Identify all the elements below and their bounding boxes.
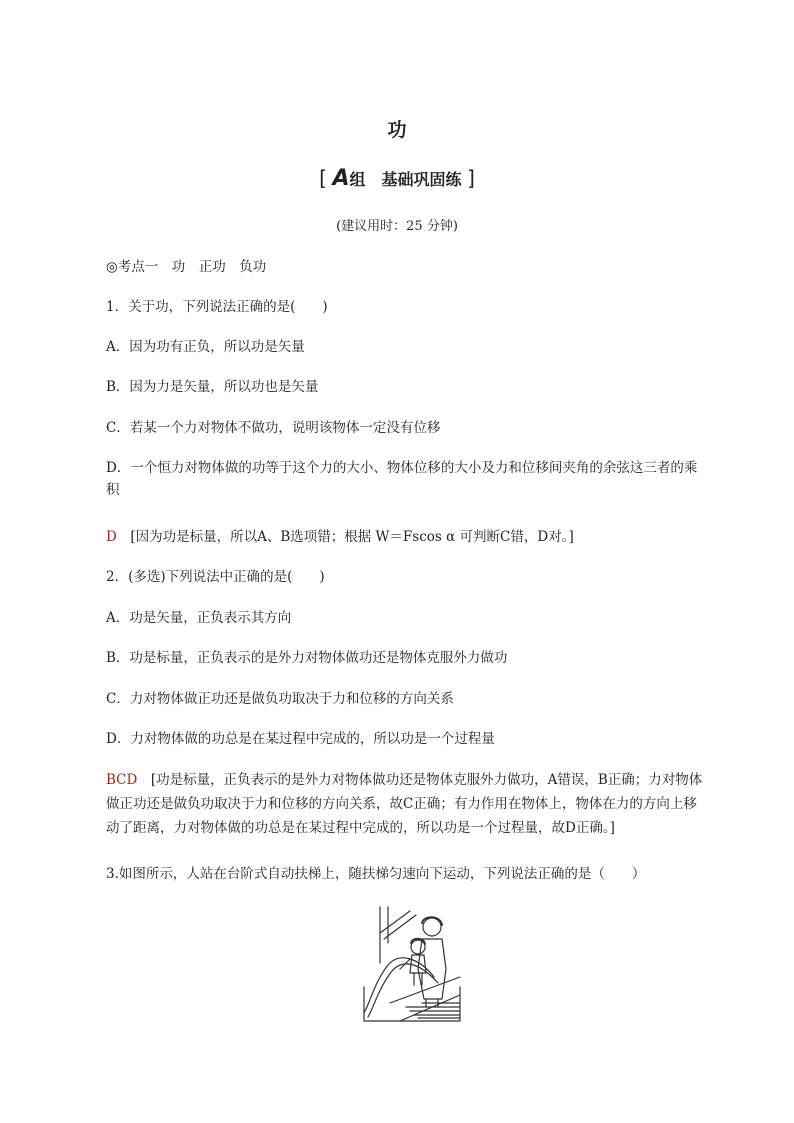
q2-option-d: D．力对物体做的功总是在某过程中完成的，所以功是一个过程量 xyxy=(106,731,495,747)
q1-solution xyxy=(106,527,574,547)
q1-explanation: [因为功是标量，所以A、B选项错；根据 W＝Fscos α 可判断C错，D对。] xyxy=(116,529,574,545)
q2-option-a: A．功是矢量，正负表示其方向 xyxy=(106,610,292,626)
q2-solution xyxy=(106,768,704,840)
group-letter: A xyxy=(332,166,350,191)
q2-option-b: B．功是标量，正负表示的是外力对物体做功还是物体克服外力做功 xyxy=(106,650,508,666)
q1-option-a: A．因为功有正负，所以功是矢量 xyxy=(106,339,305,355)
escalator-illustration-icon xyxy=(360,903,466,1027)
group-heading xyxy=(0,166,794,191)
group-bracket-close: ] xyxy=(467,166,475,190)
page-title: 功 xyxy=(387,119,407,141)
q2-explanation: [功是标量，正负表示的是外力对物体做功还是物体克服外力做功，A错误，B正确；力对物体做正功还是做负功取决于力和位移的方向关系，故C正确；有力作用在物体上，物体在力的方向上移动了距离，力对物体做的功总是在某过程中完成的，所以功是一个过程量，故D正确。] xyxy=(106,772,703,836)
group-bracket-open: [ xyxy=(319,166,327,190)
section-heading: ◎考点一 功 正功 负功 xyxy=(106,259,267,275)
q3-stem: 3.如图所示，人站在台阶式自动扶梯上，随扶梯匀速向下运动，下列说法正确的是（ ） xyxy=(106,866,646,882)
q1-stem: 1．关于功，下列说法正确的是( ) xyxy=(106,299,328,315)
q1-answer: D xyxy=(106,529,117,545)
q1-option-c: C．若某一个力对物体不做功，说明该物体一定没有位移 xyxy=(106,420,441,436)
q2-answer: BCD xyxy=(106,772,138,788)
time-note: (建议用时：25 分钟) xyxy=(336,219,458,234)
q1-option-b: B．因为力是矢量，所以功也是矢量 xyxy=(106,379,319,395)
group-label: 组 基础巩固练 xyxy=(349,170,462,189)
q1-option-d: D．一个恒力对物体做的功等于这个力的大小、物体位移的大小及力和位移间夹角的余弦这三者的乘积 xyxy=(106,460,698,498)
q2-stem: 2．(多选)下列说法中正确的是( ) xyxy=(106,569,325,585)
q2-option-c: C．力对物体做正功还是做负功取决于力和位移的方向关系 xyxy=(106,691,454,707)
